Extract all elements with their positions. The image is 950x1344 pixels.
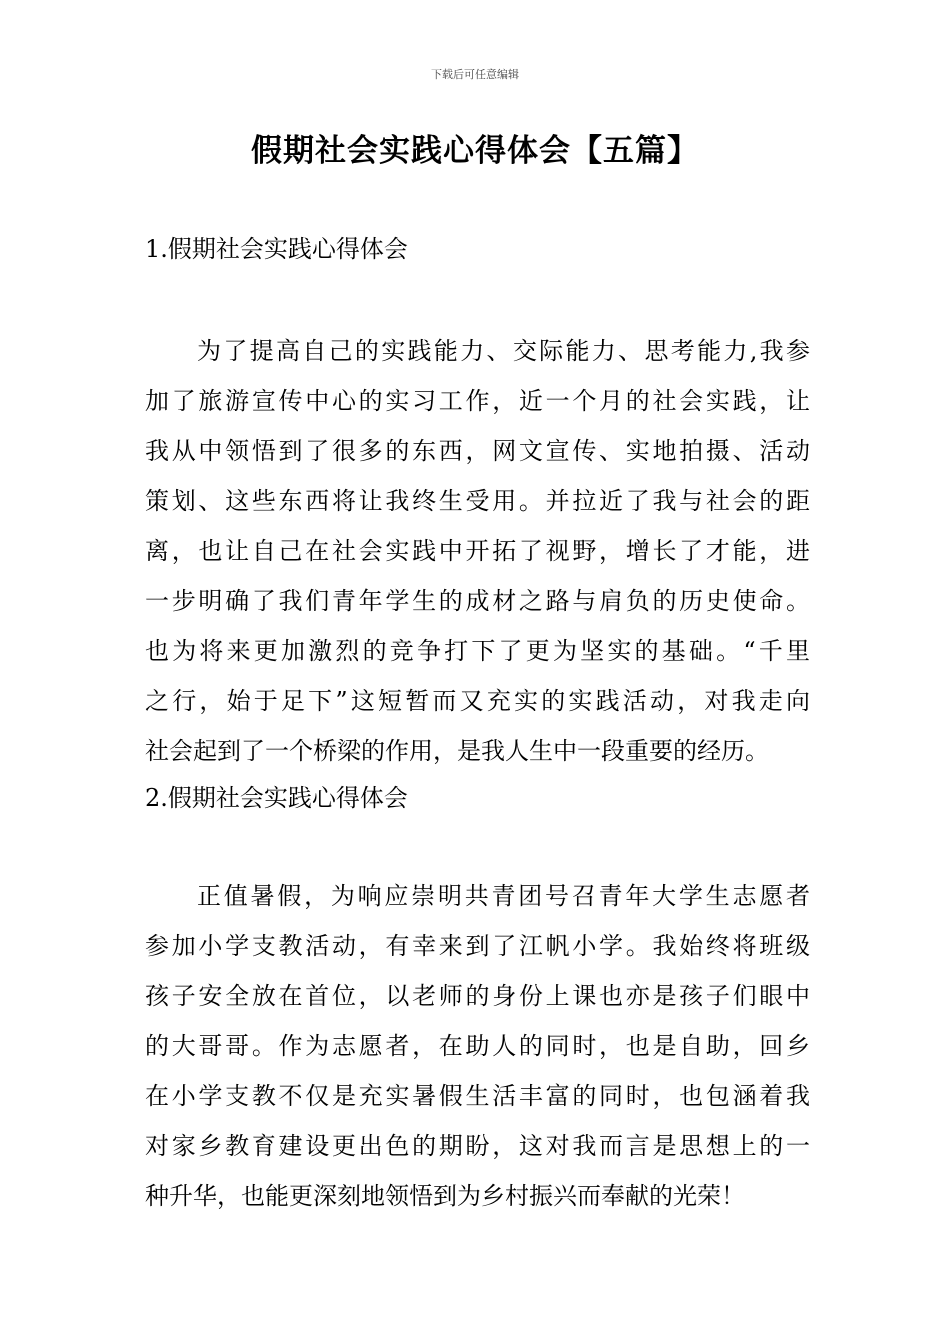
header-note: 下载后可任意编辑 [431,68,519,81]
paragraph-line: 参加小学支教活动，有幸来到了江帆小学。我始终将班级 [145,932,810,960]
paragraph-line: 为了提高自己的实践能力、交际能力、思考能力,我参 [197,337,810,365]
section-1-paragraph [145,326,810,776]
paragraph-line: 离，也让自己在社会实践中开拓了视野，增长了才能，进 [145,537,810,565]
paragraph-line: 种升华，也能更深刻地领悟到为乡村振兴而奉献的光荣！ [145,1182,745,1210]
paragraph-line: 之行，始于足下”这短暂而又充实的实践活动，对我走向 [145,687,810,715]
paragraph-line: 正值暑假，为响应崇明共青团号召青年大学生志愿者 [197,882,810,910]
section-2-paragraph [145,871,810,1221]
paragraph-line: 一步明确了我们青年学生的成材之路与肩负的历史使命。 [145,587,810,615]
paragraph-line: 我从中领悟到了很多的东西，网文宣传、实地拍摄、活动 [145,437,810,465]
paragraph-line: 孩子安全放在首位，以老师的身份上课也亦是孩子们眼中 [145,982,810,1010]
paragraph-line: 对家乡教育建设更出色的期盼，这对我而言是思想上的一 [145,1132,810,1160]
section-1-heading: 1.假期社会实践心得体会 [145,235,408,263]
paragraph-line: 的大哥哥。作为志愿者，在助人的同时，也是自助，回乡 [145,1032,810,1060]
paragraph-line: 社会起到了一个桥梁的作用，是我人生中一段重要的经历。 [145,737,769,765]
section-2-heading: 2.假期社会实践心得体会 [145,784,408,812]
paragraph-line: 策划、这些东西将让我终生受用。并拉近了我与社会的距 [145,487,810,515]
paragraph-line: 加了旅游宣传中心的实习工作，近一个月的社会实践，让 [145,387,810,415]
document-title: 假期社会实践心得体会【五篇】 [251,133,699,169]
paragraph-line: 也为将来更加激烈的竞争打下了更为坚实的基础。“千里 [145,637,810,665]
paragraph-line: 在小学支教不仅是充实暑假生活丰富的同时，也包涵着我 [145,1082,810,1110]
